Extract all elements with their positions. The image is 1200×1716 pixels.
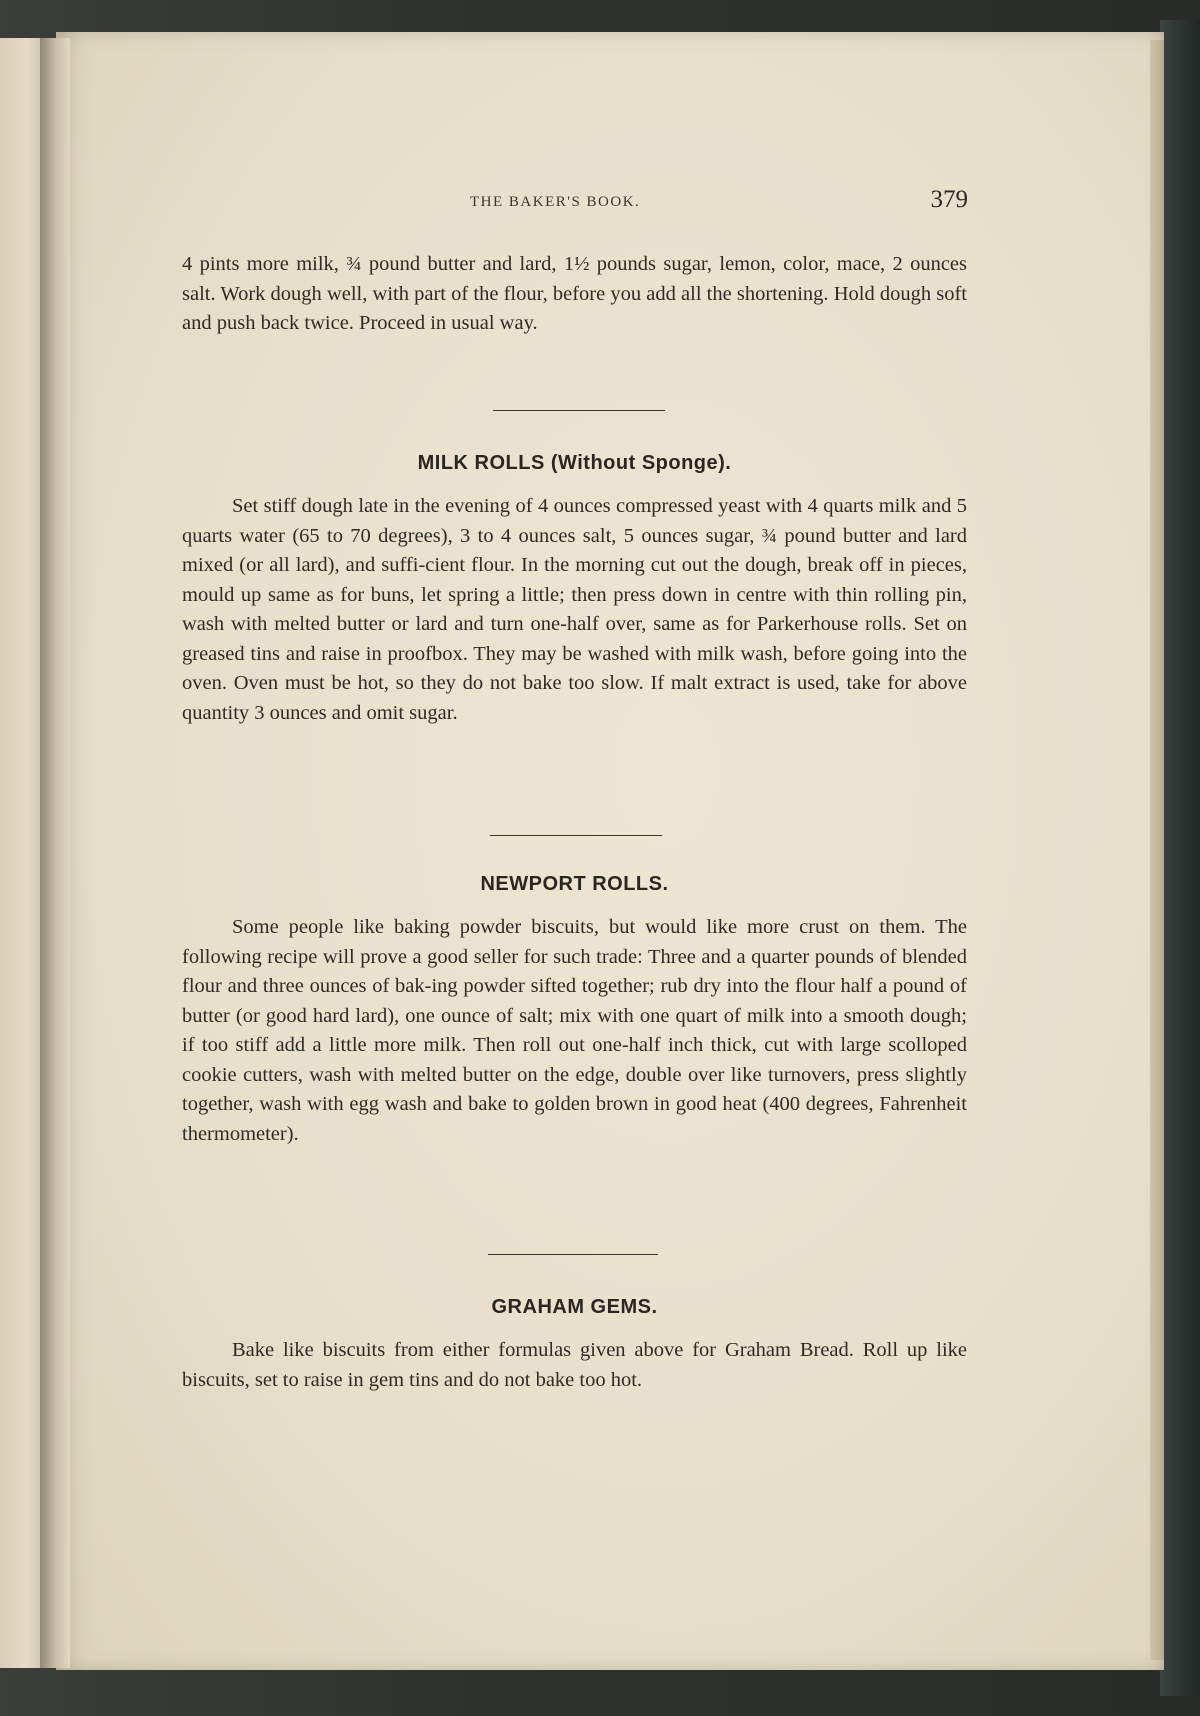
section-body-graham-gems: Bake like biscuits from either formulas given above for Graham Bread. Roll up like biscuits, set to raise in gem tins and do not bake too hot.: [182, 1339, 967, 1391]
section-divider: [488, 1254, 658, 1255]
book-cover-edge: [1160, 20, 1200, 1696]
section-heading-newport-rolls: NEWPORT ROLLS.: [480, 873, 669, 895]
section-body-newport-rolls: Some people like baking powder biscuits, but would like more crust on them. The following recipe will prove a good seller for such trade: Three and a quarter pounds of blended flour and three ounces of bak-ing powder sifted together; rub dry into the flour half a pound of butter (or good hard lard), one ounce of salt; mix with one quart of milk into a smooth dough; if too stiff add a little more milk. Then roll out one-half inch thick, cut with large scolloped cookie cutters, wash with melted butter on the edge, double over like turnovers, press slightly together, wash with egg wash and bake to golden brown in good heat (400 degrees, Fahrenheit thermometer).: [182, 916, 967, 1145]
page-stack-edge: [1150, 40, 1164, 1660]
continuation-paragraph: 4 pints more milk, ¾ pound butter and lard, 1½ pounds sugar, lemon, color, mace, 2 ounces salt. Work dough well, with part of the flour, before you add all the shortening. Hold dough soft and push back twice. Proceed in usual way.: [182, 253, 967, 334]
section-body-milk-rolls: Set stiff dough late in the evening of 4 ounces compressed yeast with 4 quarts milk and 5 quarts water (65 to 70 degrees), 3 to 4 ounces salt, 5 ounces sugar, ¾ pound butter and lard mixed (or all lard), and suffi-cient flour. In the morning cut out the dough, break off in pieces, mould up same as for buns, let spring a little; then press down in centre with thin rolling pin, wash with melted butter or lard and turn one-half over, same as for Parkerhouse rolls. Set on greased tins and raise in proofbox. They may be washed with milk wash, before going into the oven. Oven must be hot, so they do not bake too slow. If malt extract is used, take for above quantity 3 ounces and omit sugar.: [182, 495, 967, 724]
section-heading-graham-gems: GRAHAM GEMS.: [491, 1296, 658, 1318]
section-heading-milk-rolls: MILK ROLLS (Without Sponge).: [417, 452, 732, 474]
running-head: [180, 186, 970, 230]
book-gutter: [40, 38, 70, 1668]
section-divider: [493, 410, 665, 411]
running-title: THE BAKER'S BOOK.: [470, 194, 641, 210]
page-number: 379: [930, 186, 968, 213]
section-divider: [490, 835, 662, 836]
